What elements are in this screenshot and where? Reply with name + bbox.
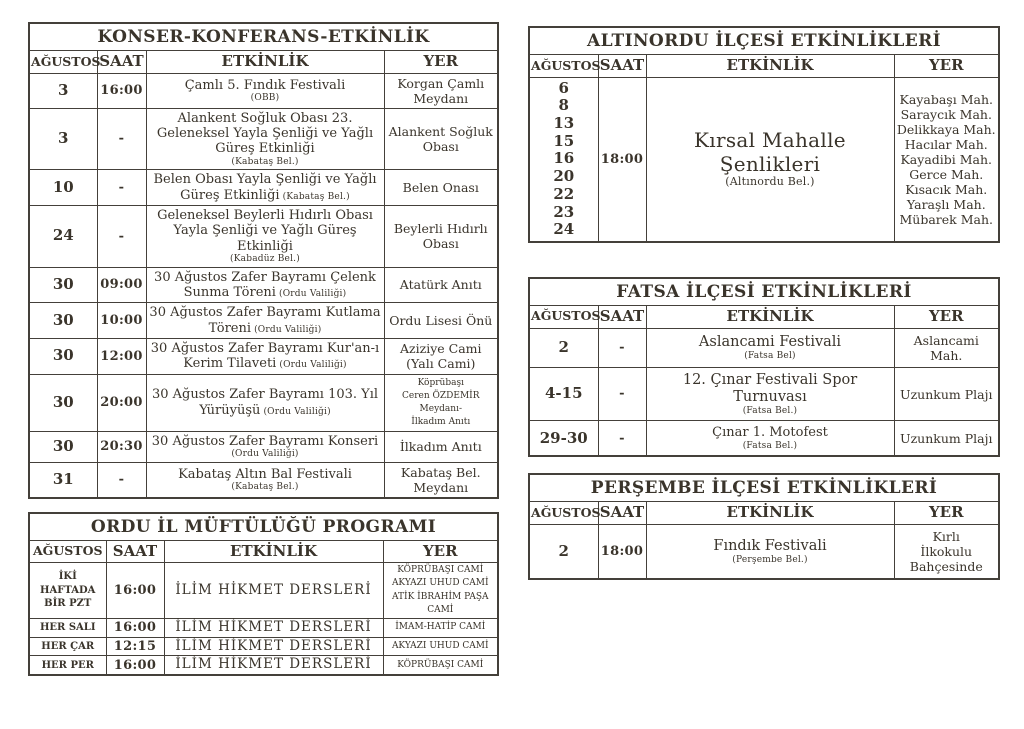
cell-time: 18:00 bbox=[598, 525, 646, 580]
event-organizer-note: (Fatsa Bel.) bbox=[742, 440, 798, 451]
table-row bbox=[29, 563, 498, 618]
event-title: 30 Ağustos Zafer Bayramı 103. Yıl Yürüyüşü bbox=[151, 387, 379, 418]
event-organizer-note: (Kabataş Bel.) bbox=[279, 191, 350, 202]
konser-konferans-table bbox=[28, 22, 499, 499]
event-title: İLİM HİKMET DERSLERİ bbox=[175, 656, 372, 673]
event-organizer-note: (OBB) bbox=[250, 93, 280, 104]
cell-time: 09:00 bbox=[97, 267, 146, 303]
cell-location: Uzunkum Plajı bbox=[894, 421, 999, 456]
event-title: Aslancami Festivali bbox=[698, 333, 842, 350]
event-title: İLİM HİKMET DERSLERİ bbox=[175, 618, 372, 635]
cell-time: 16:00 bbox=[106, 563, 164, 618]
cell-event bbox=[146, 338, 384, 374]
table-row bbox=[529, 367, 999, 421]
event-organizer-note: (Ordu Valiliği) bbox=[231, 449, 299, 460]
cell-time: 18:00 bbox=[598, 77, 646, 242]
table-row bbox=[29, 73, 498, 108]
column-header-saat: SAAT bbox=[598, 502, 646, 525]
cell-event bbox=[146, 205, 384, 267]
cell-date: HER PER bbox=[29, 656, 106, 675]
event-title: 30 Ağustos Zafer Bayramı Kur'an-ı Kerim Tilaveti bbox=[150, 340, 380, 372]
cell-event bbox=[146, 431, 384, 462]
cell-event bbox=[146, 462, 384, 498]
cell-location: Beylerli Hıdırlı Obası bbox=[384, 205, 498, 267]
cell-location: İlkadım Anıtı bbox=[384, 431, 498, 462]
column-header-agustos: AĞUSTOS bbox=[29, 540, 106, 563]
cell-time: 20:30 bbox=[97, 431, 146, 462]
cell-time: 16:00 bbox=[106, 618, 164, 637]
cell-event bbox=[164, 563, 383, 618]
table-row bbox=[29, 267, 498, 303]
column-header-saat: SAAT bbox=[97, 51, 146, 74]
fatsa-etkinlikleri-table bbox=[528, 277, 1000, 458]
event-organizer-note: (Ordu Valiliği) bbox=[276, 360, 347, 371]
cell-date: 2 bbox=[529, 525, 598, 580]
event-organizer-note: (Fatsa Bel.) bbox=[742, 405, 798, 416]
event-title: 30 Ağustos Zafer Bayramı Çelenk Sunma Töreni bbox=[154, 269, 376, 300]
cell-location: İMAM-HATİP CAMİ bbox=[383, 618, 498, 637]
table-row bbox=[529, 328, 999, 367]
cell-date: 31 bbox=[29, 462, 97, 498]
cell-event bbox=[146, 170, 384, 206]
cell-time: 12:00 bbox=[97, 338, 146, 374]
table-title: FATSA İLÇESİ ETKİNLİKLERİ bbox=[529, 278, 999, 306]
cell-time: 16:00 bbox=[106, 656, 164, 675]
table-row bbox=[29, 656, 498, 675]
cell-event bbox=[146, 267, 384, 303]
column-header-etkinlik: ETKİNLİK bbox=[146, 51, 384, 74]
event-organizer-note: (Ordu Valiliği) bbox=[251, 324, 322, 335]
cell-location: Kabataş Bel. Meydanı bbox=[384, 462, 498, 498]
table-row bbox=[529, 421, 999, 456]
cell-event bbox=[646, 367, 894, 421]
left-column bbox=[28, 22, 497, 676]
table-title-row bbox=[529, 278, 999, 306]
cell-date: 30 bbox=[29, 303, 97, 339]
cell-event bbox=[164, 656, 383, 675]
event-organizer-note: (Kabadüz Bel.) bbox=[230, 253, 300, 264]
event-title: Belen Obası Yayla Şenliği ve Yağlı Güreş Etkinliği bbox=[153, 172, 377, 203]
event-title: Çamlı 5. Fındık Festivali bbox=[184, 77, 346, 93]
cell-location: Köprübaşı Ceren ÖZDEMİR Meydanı- İlkadım Anıtı bbox=[384, 374, 498, 431]
column-header-etkinlik: ETKİNLİK bbox=[646, 305, 894, 328]
cell-location: Uzunkum Plajı bbox=[894, 367, 999, 421]
cell-location: Alankent Soğluk Obası bbox=[384, 108, 498, 170]
cell-location: KÖPRÜBAŞI CAMİ bbox=[383, 656, 498, 675]
cell-date: 4-15 bbox=[529, 367, 598, 421]
right-column bbox=[528, 26, 998, 580]
column-header-agustos: AĞUSTOS bbox=[29, 51, 97, 74]
table-row bbox=[29, 338, 498, 374]
column-header-yer: YER bbox=[894, 502, 999, 525]
cell-event bbox=[646, 77, 894, 242]
cell-time: 12:15 bbox=[106, 637, 164, 656]
cell-date: HER SALI bbox=[29, 618, 106, 637]
cell-date: İKİ HAFTADA BİR PZT bbox=[29, 563, 106, 618]
column-header-yer: YER bbox=[383, 540, 498, 563]
table-title-row bbox=[529, 27, 999, 55]
event-organizer-note: (Ordu Valiliği) bbox=[275, 288, 347, 299]
event-organizer-note: (Ordu Valiliği) bbox=[260, 406, 331, 417]
event-organizer-note: (Kabataş Bel.) bbox=[231, 482, 299, 493]
cell-event bbox=[646, 328, 894, 367]
cell-time: - bbox=[97, 462, 146, 498]
cell-location: Belen Onası bbox=[384, 170, 498, 206]
event-title: Çınar 1. Motofest bbox=[712, 425, 828, 441]
column-header-yer: YER bbox=[384, 51, 498, 74]
cell-location: Korgan Çamlı Meydanı bbox=[384, 73, 498, 108]
table-header-row bbox=[529, 502, 999, 525]
event-title: 30 Ağustos Zafer Bayramı Kutlama Töreni bbox=[149, 305, 381, 336]
table-row bbox=[29, 374, 498, 431]
cell-location: Aslancami Mah. bbox=[894, 328, 999, 367]
column-header-etkinlik: ETKİNLİK bbox=[646, 55, 894, 78]
event-organizer-note: (Fatsa Bel) bbox=[744, 350, 796, 361]
event-organizer-note: (Kabataş Bel.) bbox=[231, 156, 299, 167]
table-title-row bbox=[29, 23, 498, 51]
cell-time: - bbox=[598, 328, 646, 367]
spacer bbox=[528, 457, 998, 473]
table-row bbox=[29, 170, 498, 206]
cell-time: - bbox=[97, 205, 146, 267]
table-row bbox=[529, 525, 999, 580]
table-header-row bbox=[29, 540, 498, 563]
cell-date: 30 bbox=[29, 431, 97, 462]
table-header-row bbox=[529, 55, 999, 78]
cell-time: 20:00 bbox=[97, 374, 146, 431]
column-header-saat: SAAT bbox=[598, 55, 646, 78]
table-header-row bbox=[529, 305, 999, 328]
table-row bbox=[29, 303, 498, 339]
column-header-agustos: AĞUSTOS bbox=[529, 305, 598, 328]
event-title: 12. Çınar Festivali Spor Turnuvası bbox=[682, 371, 858, 405]
table-row bbox=[29, 618, 498, 637]
cell-date: 3 bbox=[29, 73, 97, 108]
event-title: İLİM HİKMET DERSLERİ bbox=[175, 581, 372, 598]
event-title: Geleneksel Beylerli Hıdırlı Obası Yayla Şenliği ve Yağlı Güreş Etkinliği bbox=[157, 207, 373, 254]
muftuluk-programi-table bbox=[28, 512, 499, 677]
cell-location: Atatürk Anıtı bbox=[384, 267, 498, 303]
cell-event bbox=[646, 421, 894, 456]
event-title: Kırsal Mahalle Şenlikleri bbox=[694, 128, 846, 176]
event-title: İLİM HİKMET DERSLERİ bbox=[175, 637, 372, 654]
column-header-agustos: AĞUSTOS bbox=[529, 502, 598, 525]
cell-event bbox=[146, 73, 384, 108]
cell-location: Ordu Lisesi Önü bbox=[384, 303, 498, 339]
table-title: KONSER-KONFERANS-ETKİNLİK bbox=[29, 23, 498, 51]
column-header-etkinlik: ETKİNLİK bbox=[164, 540, 383, 563]
cell-event bbox=[146, 108, 384, 170]
event-title: 30 Ağustos Zafer Bayramı Konseri bbox=[151, 433, 379, 449]
table-row bbox=[529, 77, 999, 242]
cell-event bbox=[164, 618, 383, 637]
cell-date: 10 bbox=[29, 170, 97, 206]
cell-date: HER ÇAR bbox=[29, 637, 106, 656]
event-title: Kabataş Altın Bal Festivali bbox=[178, 466, 352, 482]
cell-date: 30 bbox=[29, 267, 97, 303]
cell-date: 30 bbox=[29, 374, 97, 431]
cell-location: AKYAZI UHUD CAMİ bbox=[383, 637, 498, 656]
cell-location: Kırlı İlkokulu Bahçesinde bbox=[894, 525, 999, 580]
table-title: ALTINORDU İLÇESİ ETKİNLİKLERİ bbox=[529, 27, 999, 55]
column-header-etkinlik: ETKİNLİK bbox=[646, 502, 894, 525]
column-header-yer: YER bbox=[894, 305, 999, 328]
cell-time: - bbox=[598, 367, 646, 421]
cell-time: 10:00 bbox=[97, 303, 146, 339]
cell-date: 6 8 13 15 16 20 22 23 24 bbox=[529, 77, 598, 242]
event-organizer-note: (Perşembe Bel.) bbox=[732, 554, 808, 565]
table-title: PERŞEMBE İLÇESİ ETKİNLİKLERİ bbox=[529, 474, 999, 502]
spacer bbox=[28, 499, 497, 512]
cell-date: 3 bbox=[29, 108, 97, 170]
cell-time: - bbox=[97, 170, 146, 206]
cell-event bbox=[646, 525, 894, 580]
cell-location: Kayabaşı Mah. Saraycık Mah. Delikkaya Mah. Hacılar Mah. Kayadibi Mah. Gerce Mah. Kısacık Mah. Yaraşlı Mah. Mübarek Mah. bbox=[894, 77, 999, 242]
table-title-row bbox=[29, 513, 498, 541]
cell-event bbox=[146, 374, 384, 431]
cell-time: - bbox=[97, 108, 146, 170]
cell-event bbox=[164, 637, 383, 656]
table-row bbox=[29, 205, 498, 267]
cell-date: 2 bbox=[529, 328, 598, 367]
table-row bbox=[29, 431, 498, 462]
table-title-row bbox=[529, 474, 999, 502]
table-row bbox=[29, 637, 498, 656]
event-title: Alankent Soğluk Obası 23. Geleneksel Yayla Şenliği ve Yağlı Güreş Etkinliği bbox=[156, 110, 374, 157]
cell-time: 16:00 bbox=[97, 73, 146, 108]
column-header-yer: YER bbox=[894, 55, 999, 78]
cell-date: 30 bbox=[29, 338, 97, 374]
cell-event bbox=[146, 303, 384, 339]
altinordu-etkinlikleri-table bbox=[528, 26, 1000, 243]
cell-location: Aziziye Cami (Yalı Cami) bbox=[384, 338, 498, 374]
persembe-etkinlikleri-table bbox=[528, 473, 1000, 580]
cell-time: - bbox=[598, 421, 646, 456]
table-title: ORDU İL MÜFTÜLÜĞÜ PROGRAMI bbox=[29, 513, 498, 541]
cell-date: 24 bbox=[29, 205, 97, 267]
cell-location: KÖPRÜBAŞI CAMİ AKYAZI UHUD CAMİ ATİK İBRAHİM PAŞA CAMİ bbox=[383, 563, 498, 618]
column-header-saat: SAAT bbox=[598, 305, 646, 328]
event-organizer-note: (Altınordu Bel.) bbox=[725, 175, 815, 189]
table-row bbox=[29, 108, 498, 170]
table-header-row bbox=[29, 51, 498, 74]
cell-date: 29-30 bbox=[529, 421, 598, 456]
spacer bbox=[528, 243, 998, 277]
event-title: Fındık Festivali bbox=[713, 537, 827, 554]
column-header-agustos: AĞUSTOS bbox=[529, 55, 598, 78]
column-header-saat: SAAT bbox=[106, 540, 164, 563]
table-row bbox=[29, 462, 498, 498]
